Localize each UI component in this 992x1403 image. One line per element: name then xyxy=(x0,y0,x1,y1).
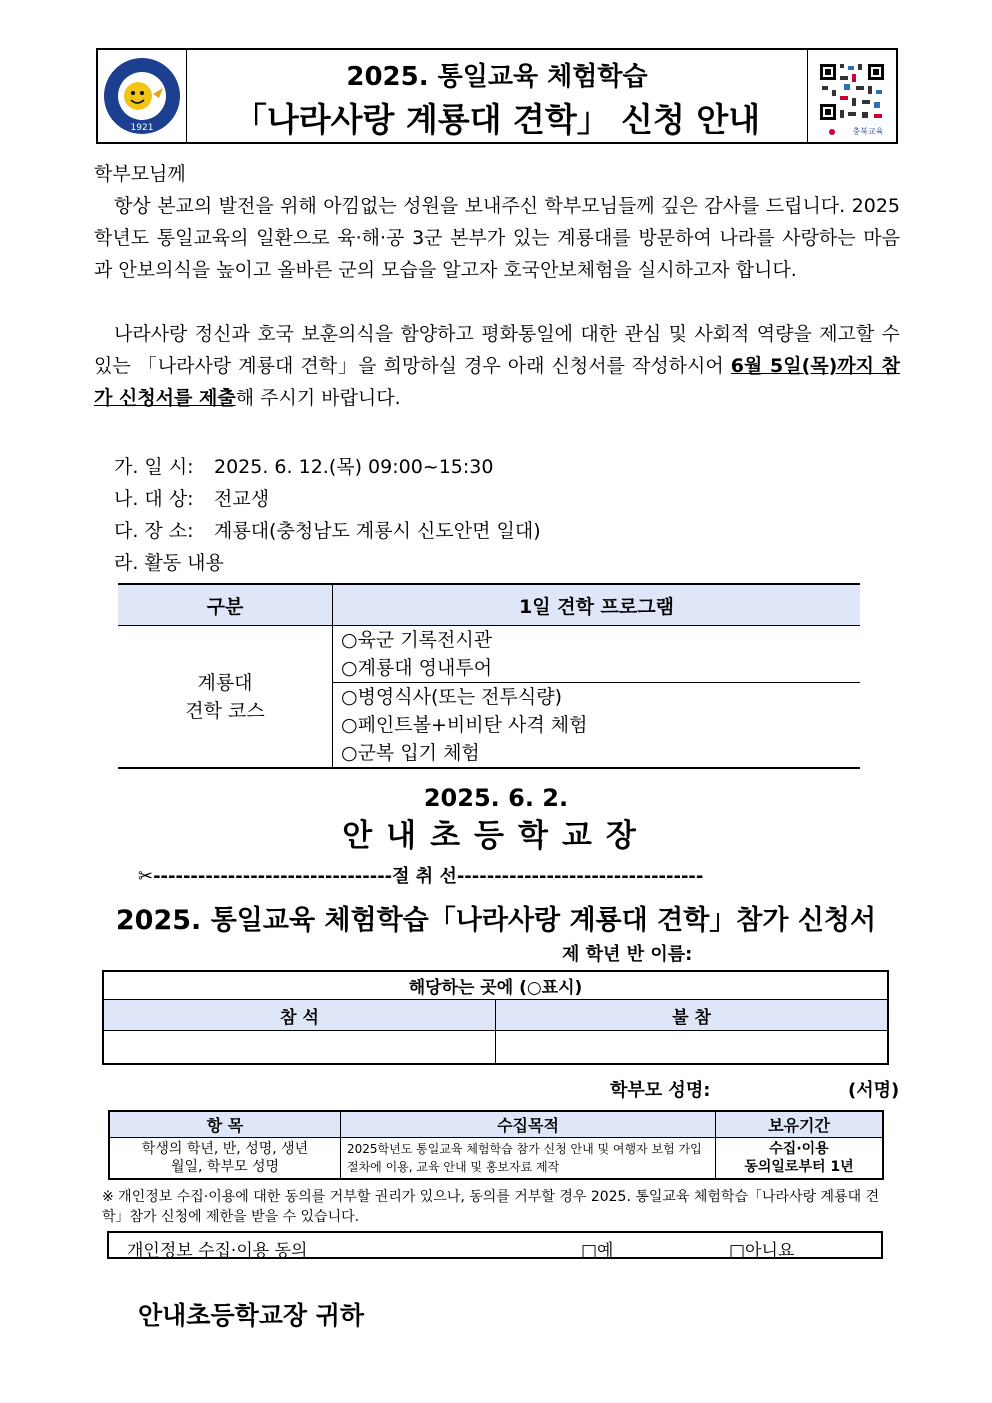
program-group-2 xyxy=(333,683,861,769)
paragraph-2-tail: 해 주시기 바랍니다. xyxy=(235,387,401,409)
consent-no-checkbox[interactable]: □아니요 xyxy=(729,1241,795,1261)
paragraph-1: 항상 본교의 발전을 위해 아낌없는 성원을 보내주신 학부모님들께 깊은 감사를 드립니다. 2025학년도 통일교육의 일환으로 육·해·공 3군 본부가 있는 계룡대를 방문하여 나라를 사랑하는 마음과 안보의식을 높이고 올바른 군의 모습을 알고자 호국안보체험을 실시하고자 합니다. xyxy=(94,195,900,281)
privacy-purpose: 2025학년도 통일교육 체험학습 참가 신청 안내 및 여행자 보험 가입 절차에 이용, 교육 안내 및 홍보자료 제작 xyxy=(341,1138,716,1180)
program-table xyxy=(118,583,860,769)
privacy-col-purpose: 수집목적 xyxy=(341,1111,716,1138)
info-target: 나. 대 상: 전교생 xyxy=(114,488,270,510)
header-box xyxy=(96,48,898,144)
program-item: ○계룡대 영내투어 xyxy=(341,657,493,679)
deadline-notice: 6월 5일(목)까지 참가 신청서를 제출 xyxy=(94,355,900,409)
footer-addressee: 안내초등학교장 귀하 xyxy=(138,1301,365,1330)
info-place: 다. 장 소: 계룡대(충청남도 계룡시 신도안면 일대) xyxy=(114,520,541,542)
program-item: ○육군 기록전시관 xyxy=(341,629,493,651)
principal-name: 안내초등학교장 xyxy=(342,818,650,854)
paragraph-2-text: 나라사랑 정신과 호국 보훈의식을 함양하고 평화통일에 대한 관심 및 사회적 역량을 제고할 수 있는 「나라사랑 계룡대 견학」을 희망하실 경우 아래 신청서를 작성하시어 xyxy=(94,323,900,377)
consent-row xyxy=(107,1231,883,1259)
privacy-table xyxy=(108,1110,884,1180)
title-line-2: 「나라사랑 계룡대 견학」 신청 안내 xyxy=(233,100,761,139)
issue-date: 2025. 6. 2. xyxy=(423,784,569,812)
consent-yes-checkbox[interactable]: □예 xyxy=(581,1241,614,1261)
title-line-1: 2025. 통일교육 체험학습 xyxy=(346,62,648,92)
program-item: ○병영식사(또는 전투식량) xyxy=(341,686,562,708)
grade-class-name-line: 제 학년 반 이름: xyxy=(562,944,693,965)
qr-caption: 충북교육 xyxy=(852,127,884,136)
privacy-note: ※ 개인정보 수집·이용에 대한 동의를 거부할 권리가 있으나, 동의를 거부할 경우 2025. 통일교육 체험학습「나라사랑 계룡대 견학」참가 신청에 제한을 받을 수 있습니다. xyxy=(102,1189,880,1225)
program-item: ○군복 입기 체험 xyxy=(341,742,480,764)
form-title: 2025. 통일교육 체험학습「나라사랑 계룡대 견학」참가 신청서 xyxy=(115,905,877,936)
info-date: 가. 일 시: 2025. 6. 12.(목) 09:00~15:30 xyxy=(114,456,494,478)
paragraph-2 xyxy=(94,318,900,414)
program-item: ○페인트볼+비비탄 사격 체험 xyxy=(341,714,588,736)
absent-cell[interactable] xyxy=(496,1031,889,1065)
logo-year: 1921 xyxy=(130,123,154,133)
parent-sign-label: 학부모 성명: xyxy=(610,1080,711,1101)
school-logo xyxy=(98,50,187,142)
program-col-program: 1일 견학 프로그램 xyxy=(333,584,861,626)
privacy-col-item: 항 목 xyxy=(109,1111,341,1138)
privacy-col-period: 보유기간 xyxy=(716,1111,884,1138)
attendance-table xyxy=(102,970,889,1065)
salutation: 학부모님께 xyxy=(94,163,186,185)
cut-line: ✂--------------------------------절 취 선--------------------------------- xyxy=(138,866,704,887)
qr-code[interactable] xyxy=(807,50,896,142)
attend-header: 참 석 xyxy=(103,1000,496,1031)
program-col-category: 구분 xyxy=(118,584,333,626)
info-activity: 라. 활동 내용 xyxy=(114,552,224,574)
privacy-period: 수집·이용 동의일로부터 1년 xyxy=(716,1138,884,1180)
absent-header: 불 참 xyxy=(496,1000,889,1031)
privacy-item: 학생의 학년, 반, 성명, 생년월일, 학부모 성명 xyxy=(109,1138,341,1180)
sign-mark: (서명) xyxy=(848,1080,900,1101)
mark-instruction: 해당하는 곳에 (○표시) xyxy=(103,971,888,1000)
course-name: 계룡대 견학 코스 xyxy=(118,626,333,769)
consent-label: 개인정보 수집·이용 동의 xyxy=(127,1241,308,1261)
program-group-1 xyxy=(333,626,861,683)
attend-cell[interactable] xyxy=(103,1031,496,1065)
